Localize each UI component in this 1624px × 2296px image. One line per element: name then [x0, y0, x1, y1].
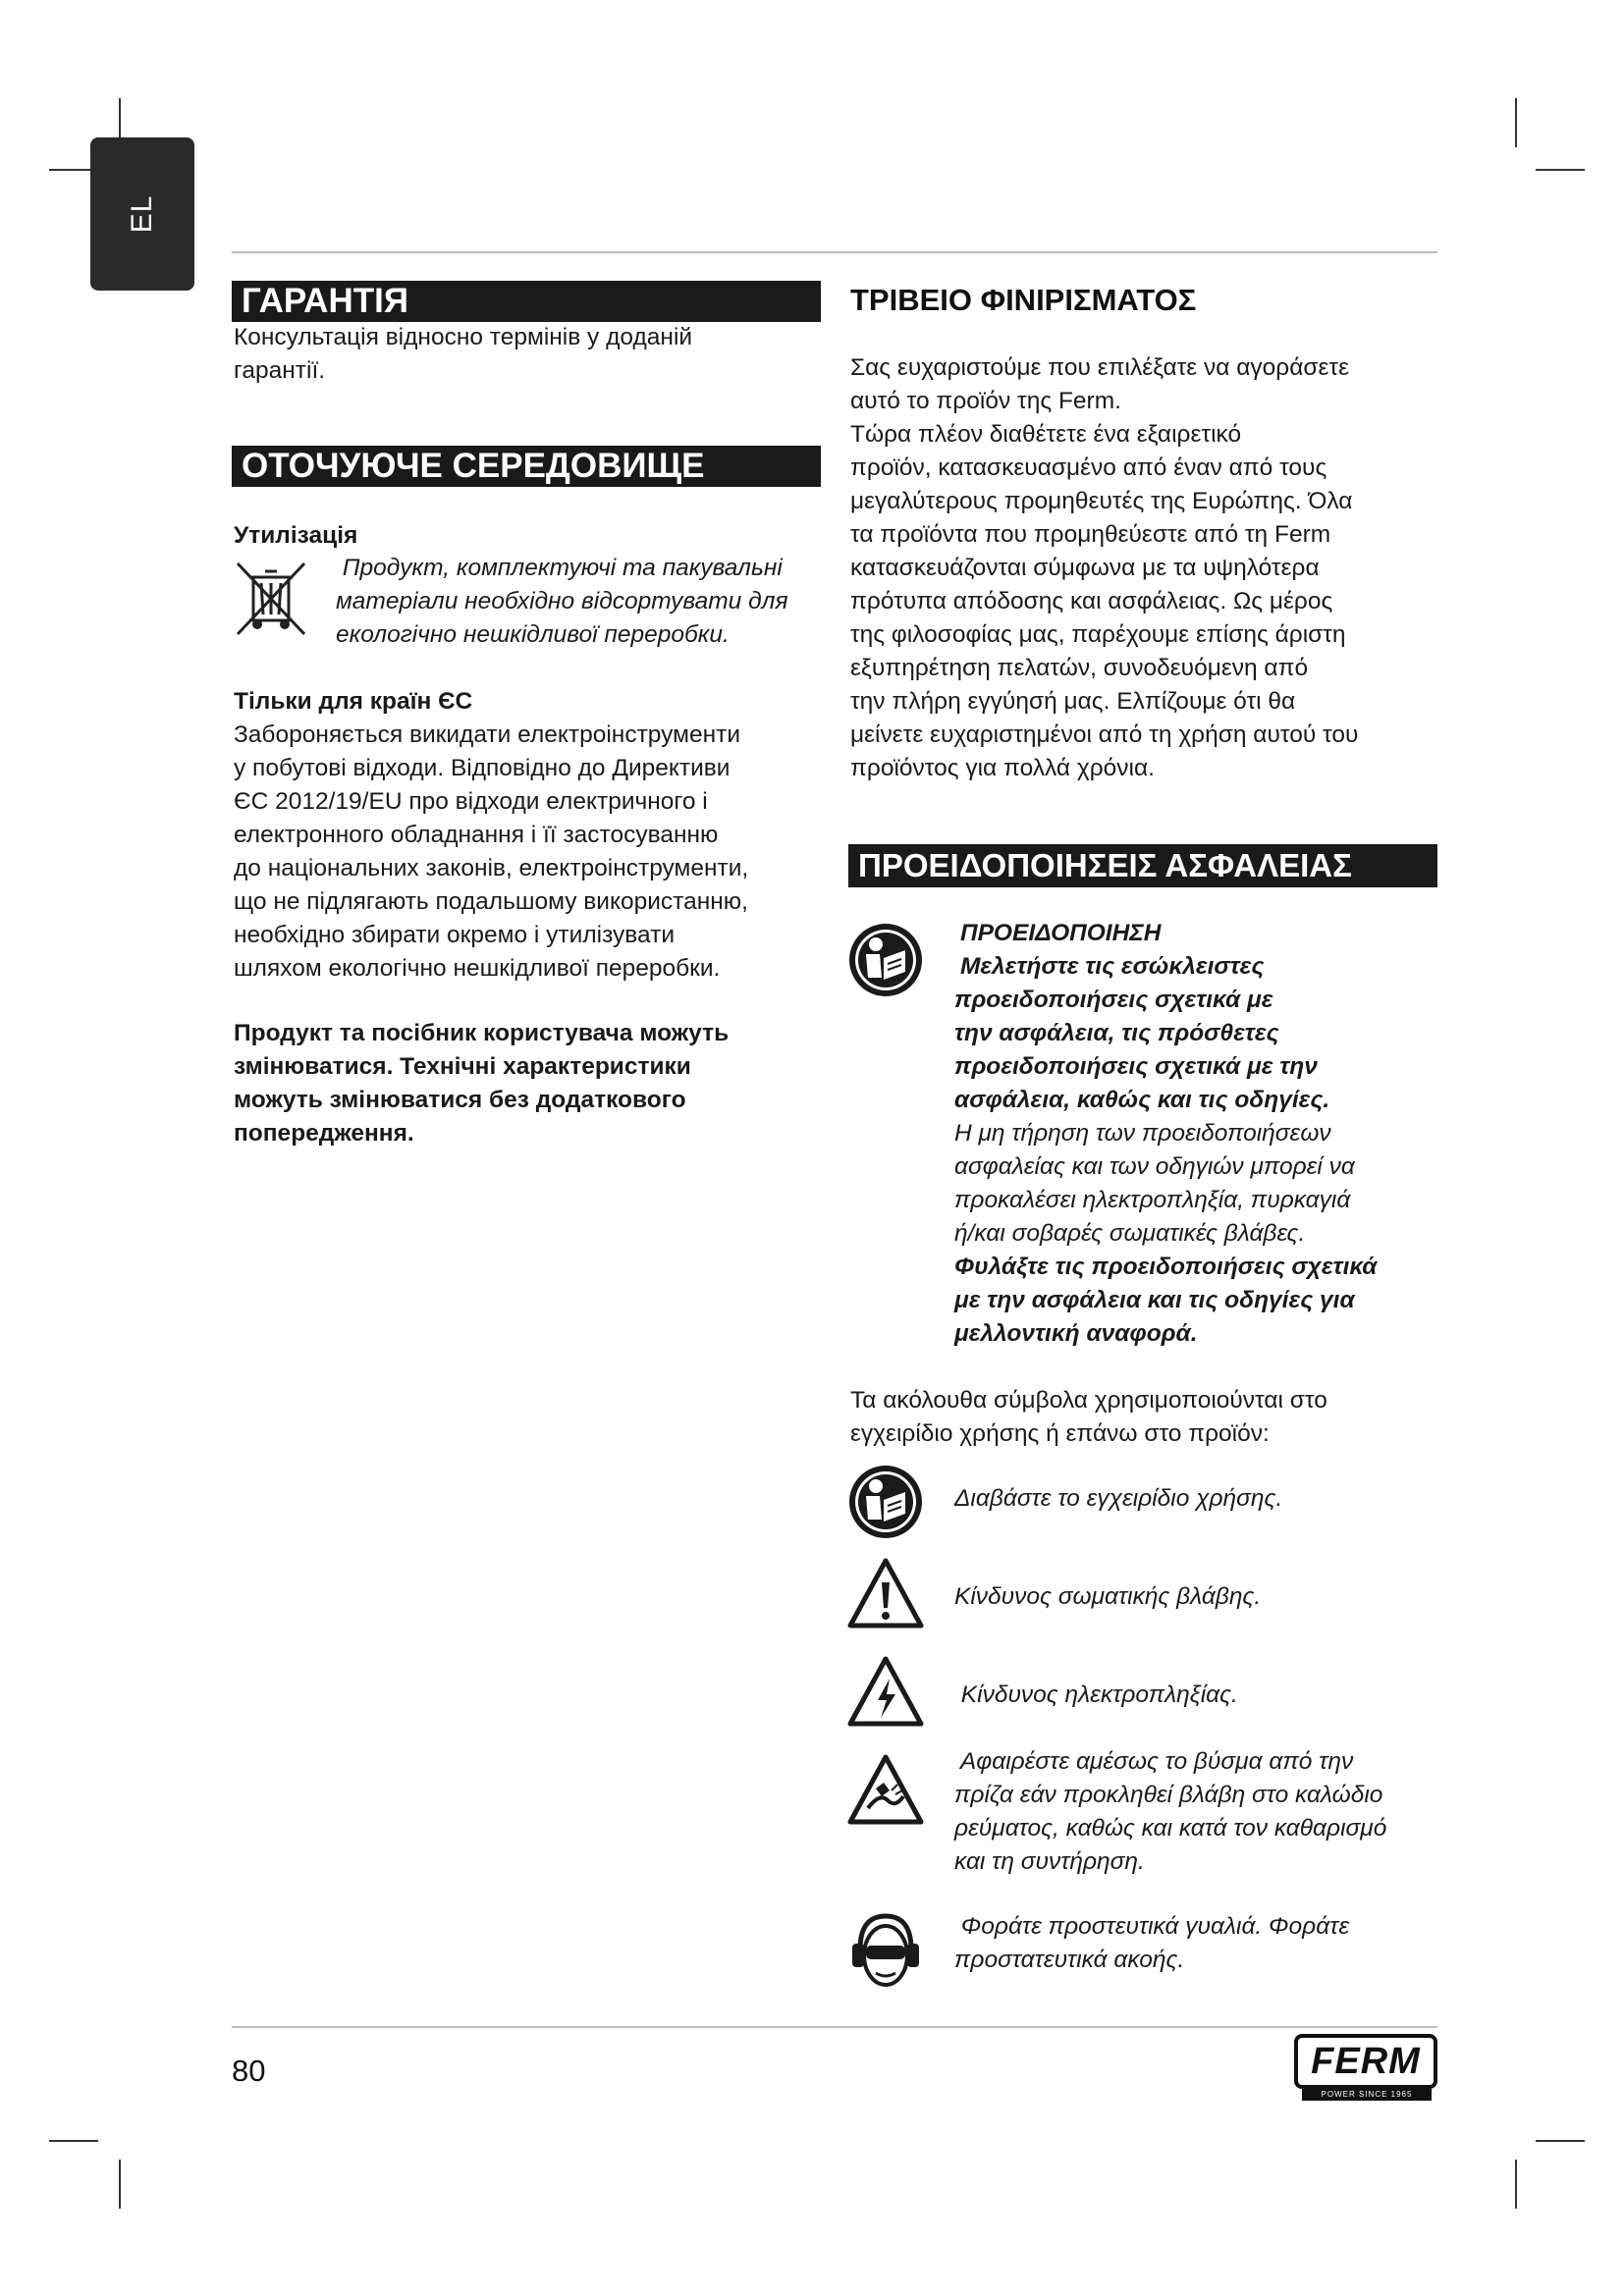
top-rule — [232, 251, 1437, 253]
read-manual-icon — [846, 1463, 925, 1541]
warranty-text: Консультація відносно термінів у доданій гарантії. — [234, 324, 693, 384]
goggles-earmuffs-icon — [846, 1910, 925, 1995]
crop-mark — [119, 2160, 121, 2209]
warranty-heading: ГАРАНТІЯ — [232, 281, 821, 322]
eu-only-text: Забороняється викидати електроінструменти у побутові відходи. Відповідно до Директиви ЄС 2012/19/EU про відходи електричного і електронного обладнання і її застосуванню до національних законів, електроінструменти, що не підлягають подальшому використанню, необхідно збирати окремо і утилізувати шляхом екологічно нешкідливої переробки. — [234, 721, 749, 982]
crop-mark — [1536, 2140, 1585, 2142]
electric-shock-icon — [846, 1655, 925, 1730]
symbol-electric-text: Κίνδυνος ηλεκτροπληξίας. — [954, 1682, 1238, 1708]
product-heading: ΤΡΙΒΕΙΟ ΦΙΝΙΡΙΣΜΑΤΟΣ — [850, 283, 1197, 317]
language-tab — [90, 137, 194, 291]
language-code: EL — [126, 194, 158, 234]
symbol-cable-text: Αφαιρέστε αμέσως το βύσμα από την πρίζα εάν προκληθεί βλάβη στο καλώδιο ρεύματος, καθώς και κατά τον καθαρισμό και τη συντήρηση. — [954, 1748, 1387, 1875]
logo-wordmark: FERM — [1294, 2034, 1437, 2089]
bottom-rule — [232, 2026, 1437, 2028]
safety-heading: ΠΡΟΕΙΔΟΠΟΙΗΣΕΙΣ ΑΣΦΑΛΕΙΑΣ — [848, 844, 1437, 887]
disposal-text: Продукт, комплектуючі та пакувальні матеріали необхідно відсортувати для екологічно нешкідливої переробки. — [336, 555, 788, 648]
eu-only-heading: Тільки для країн ЄС — [234, 688, 473, 715]
read-manual-icon — [846, 921, 925, 999]
ferm-logo — [1294, 2034, 1441, 2105]
symbols-intro: Τα ακόλουθα σύμβολα χρησιμοποιούνται στο εγχειρίδιο χρήσης ή επάνω στο προϊόν: — [850, 1387, 1327, 1447]
crop-mark — [1515, 2160, 1517, 2209]
symbol-injury-text: Κίνδυνος σωματικής βλάβης. — [954, 1583, 1262, 1610]
environment-heading: ОТОЧУЮЧЕ СЕРЕДОВИЩЕ — [232, 446, 821, 487]
symbol-read-manual-text: Διαβάστε το εγχειρίδιο χρήσης. — [954, 1485, 1283, 1512]
product-intro: Σας ευχαριστούμε που επιλέξατε να αγοράσετε αυτό το προϊόν της Ferm. Τώρα πλέον διαθέτετε ένα εξαιρετικό προϊόν, κατασκευασμένο από έναν από τους μεγαλύτερους προμηθευτές της Ευρώπης. Όλα τα προϊόντα που προμηθεύεστε από τη Ferm κατασκευάζονται σύμφωνα με τα υψηλότερα πρότυπα απόδοσης και ασφάλειας. Ως μέρος της φιλοσοφίας μας, παρέχουμε επίσης άριστη εξυπηρέτηση πελατών, συνοδευόμενη από την πλήρη εγγύησή μας. Ελπίζουμε ότι θα μείνετε ευχαριστημένοι από τη χρήση αυτού του προϊόντος για πολλά χρόνια. — [850, 354, 1359, 781]
safety-warning-block: ΠΡΟΕΙΔΟΠΟΙΗΣΗ Μελετήστε τις εσώκλειστες προειδοποιήσεις σχετικά με την ασφάλεια, τις πρόσθετες προειδοποιήσεις σχετικά με την ασφάλεια, καθώς και τις οδηγίες. Η μη τήρηση των προειδοποιήσεων ασφαλείας και των οδηγιών μπορεί να προκαλέσει ηλεκτροπληξία, πυρκαγιά ή/και σοβαρές σωματικές βλάβες. Φυλάξτε τις προειδοποιήσεις σχετικά με την ασφάλεια και τις οδηγίες για μελλοντική αναφορά. — [954, 917, 1378, 1351]
crop-mark — [1536, 169, 1585, 171]
warning-label: ΠΡΟΕΙΔΟΠΟΙΗΣΗ — [960, 920, 1162, 946]
crop-mark — [49, 2140, 98, 2142]
change-notice: Продукт та посібник користувача можуть змінюватися. Технічні характеристики можуть змінюватися без додаткового попередження. — [234, 1020, 730, 1147]
injury-warning-icon — [846, 1557, 925, 1631]
crop-mark — [1515, 98, 1517, 147]
page-number: 80 — [232, 2054, 266, 2088]
logo-tagline: POWER SINCE 1965 — [1302, 2089, 1432, 2101]
crossed-out-bin-icon — [232, 558, 310, 640]
symbol-ppe-text: Φοράτε προστευτικά γυαλιά. Φοράτε προστατευτικά ακοής. — [954, 1913, 1350, 1973]
damaged-cable-icon — [846, 1753, 925, 1828]
disposal-heading: Утилізація — [234, 522, 358, 549]
